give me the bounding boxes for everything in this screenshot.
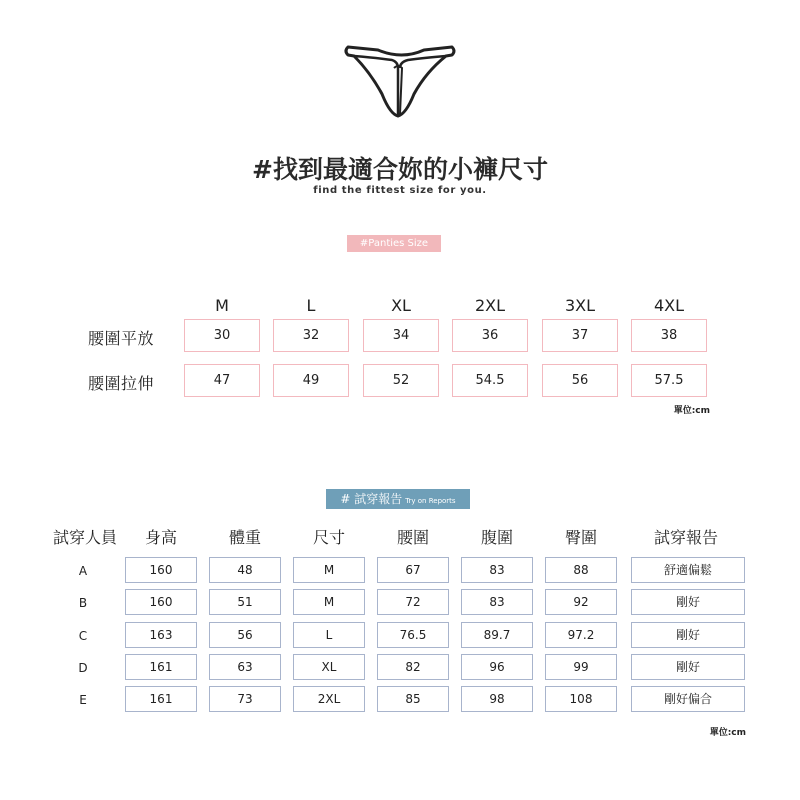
table-cell: 72 xyxy=(377,589,449,615)
table-cell: L xyxy=(293,622,365,648)
table-cell: 剛好 xyxy=(631,622,745,648)
table-cell: 舒適偏鬆 xyxy=(631,557,745,583)
table-cell: 83 xyxy=(461,557,533,583)
size-cell: 56 xyxy=(542,364,618,397)
table-cell: 163 xyxy=(125,622,197,648)
person-label: E xyxy=(79,693,87,707)
header-weight: 體重 xyxy=(228,528,261,547)
size-cell: 52 xyxy=(363,364,439,397)
table-cell: 108 xyxy=(545,686,617,712)
table-cell: 73 xyxy=(209,686,281,712)
table-cell: 76.5 xyxy=(377,622,449,648)
table-cell: 96 xyxy=(461,654,533,680)
table-cell: M xyxy=(293,557,365,583)
table-cell: 83 xyxy=(461,589,533,615)
table-cell: 67 xyxy=(377,557,449,583)
table-cell: 89.7 xyxy=(461,622,533,648)
header-belly: 腹圍 xyxy=(480,528,513,547)
table-cell: 92 xyxy=(545,589,617,615)
panties-icon xyxy=(340,38,460,120)
size-header-l: L xyxy=(306,296,316,315)
size-header-2xl: 2XL xyxy=(474,296,506,315)
table-cell: 161 xyxy=(125,686,197,712)
header-waist: 腰圍 xyxy=(396,528,429,547)
size-cell: 34 xyxy=(363,319,439,352)
table-cell: 48 xyxy=(209,557,281,583)
try-on-tag xyxy=(326,489,470,509)
table-cell: 56 xyxy=(209,622,281,648)
size-cell: 30 xyxy=(184,319,260,352)
row-label-waist-flat: 腰圍平放 xyxy=(88,329,155,348)
page-subtitle: find the fittest size for you. xyxy=(313,185,487,196)
table-cell: 160 xyxy=(125,589,197,615)
try-on-tag-main: # 試穿報告 xyxy=(340,492,403,506)
table-cell: 97.2 xyxy=(545,622,617,648)
table-cell: 160 xyxy=(125,557,197,583)
page-title: #找到最適合妳的小褲尺寸 xyxy=(252,155,548,184)
unit-label: 單位:cm xyxy=(673,406,710,416)
size-cell: 49 xyxy=(273,364,349,397)
table-cell: 85 xyxy=(377,686,449,712)
table-cell: 2XL xyxy=(293,686,365,712)
table-cell: 88 xyxy=(545,557,617,583)
size-cell: 47 xyxy=(184,364,260,397)
table-cell: 63 xyxy=(209,654,281,680)
table-cell: 161 xyxy=(125,654,197,680)
size-cell: 38 xyxy=(631,319,707,352)
table-cell: 剛好 xyxy=(631,654,745,680)
size-cell: 37 xyxy=(542,319,618,352)
row-label-waist-stretch: 腰圍拉伸 xyxy=(88,374,155,393)
table-cell: M xyxy=(293,589,365,615)
header-size: 尺寸 xyxy=(312,528,345,547)
unit-label-bottom: 單位:cm xyxy=(709,728,746,738)
person-label: B xyxy=(78,596,88,610)
panties-size-tag: #Panties Size xyxy=(347,235,441,252)
try-on-tag-sub: Try on Reports xyxy=(405,497,456,505)
size-cell: 54.5 xyxy=(452,364,528,397)
person-label: D xyxy=(78,661,88,675)
header-person: 試穿人員 xyxy=(52,528,117,547)
size-header-m: M xyxy=(215,296,229,315)
header-hip: 臀圍 xyxy=(564,528,597,547)
table-cell: 82 xyxy=(377,654,449,680)
size-header-3xl: 3XL xyxy=(564,296,596,315)
header-height: 身高 xyxy=(144,528,177,547)
size-cell: 36 xyxy=(452,319,528,352)
header-report: 試穿報告 xyxy=(653,528,718,547)
size-cell: 57.5 xyxy=(631,364,707,397)
size-header-4xl: 4XL xyxy=(653,296,685,315)
table-cell: 51 xyxy=(209,589,281,615)
table-cell: XL xyxy=(293,654,365,680)
size-cell: 32 xyxy=(273,319,349,352)
size-header-xl: XL xyxy=(391,296,411,315)
table-cell: 剛好偏合 xyxy=(631,686,745,712)
table-cell: 98 xyxy=(461,686,533,712)
person-label: C xyxy=(78,629,88,643)
table-cell: 99 xyxy=(545,654,617,680)
table-cell: 剛好 xyxy=(631,589,745,615)
person-label: A xyxy=(78,564,88,578)
